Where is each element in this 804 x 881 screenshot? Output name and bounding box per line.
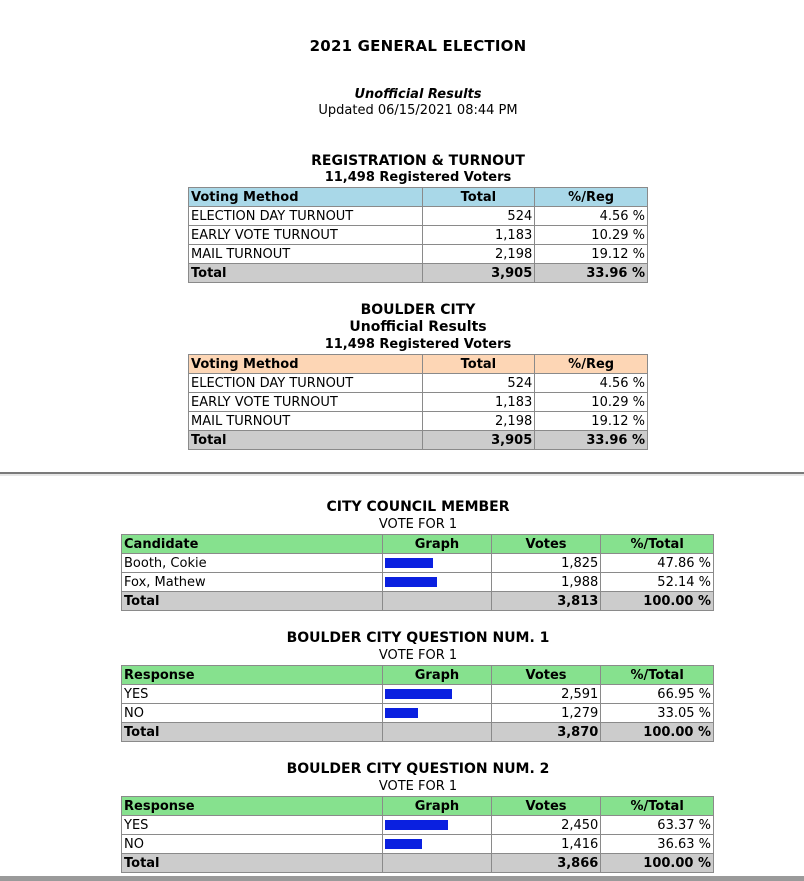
vote-share-bar: [385, 820, 448, 830]
table-row: [189, 207, 648, 226]
pct-cell: 4.56 %: [535, 374, 648, 393]
total-row: [189, 431, 648, 450]
registration-title: REGISTRATION & TURNOUT: [311, 153, 525, 169]
pct-cell: 100.00 %: [601, 592, 714, 611]
table-row: [122, 573, 714, 592]
pct-cell: 19.12 %: [535, 412, 648, 431]
pct-cell: 10.29 %: [535, 393, 648, 412]
table-row: [122, 554, 714, 573]
total-row: [122, 723, 714, 742]
total-row: [189, 264, 648, 283]
table-row: [189, 245, 648, 264]
vote-for-label: VOTE FOR 1: [378, 648, 458, 663]
column-header: %/Reg: [535, 355, 648, 374]
graph-cell: [383, 554, 492, 573]
votes-cell: 1,825: [491, 554, 601, 573]
pct-cell: 10.29 %: [535, 226, 648, 245]
column-header: Response: [122, 666, 383, 685]
choice-name: Booth, Cokie: [122, 554, 383, 573]
graph-cell: [383, 573, 492, 592]
vote-for-label: VOTE FOR 1: [378, 517, 458, 532]
column-header: Voting Method: [189, 188, 423, 207]
vote-share-bar: [385, 689, 452, 699]
table-row: [122, 835, 714, 854]
pct-cell: 19.12 %: [535, 245, 648, 264]
graph-cell: [383, 592, 492, 611]
method-cell: MAIL TURNOUT: [189, 412, 423, 431]
boulder-table: [188, 354, 648, 450]
total-label: Total: [122, 592, 383, 611]
pct-cell: 36.63 %: [601, 835, 714, 854]
column-header: Total: [422, 355, 535, 374]
section-divider-shadow: [0, 474, 804, 476]
votes-cell: 1,988: [491, 573, 601, 592]
votes-cell: 1,416: [491, 835, 601, 854]
contest-title: BOULDER CITY QUESTION NUM. 2: [286, 761, 550, 777]
total-cell: 524: [422, 207, 535, 226]
total-cell: 3,905: [422, 264, 535, 283]
pct-cell: 33.96 %: [535, 264, 648, 283]
total-label: Total: [189, 264, 423, 283]
table-row: [189, 374, 648, 393]
pct-cell: 4.56 %: [535, 207, 648, 226]
boulder-subtitle: Unofficial Results: [349, 319, 487, 335]
table-header-row: [122, 666, 714, 685]
method-cell: EARLY VOTE TURNOUT: [189, 393, 423, 412]
contest-table: [121, 665, 714, 742]
table-row: [189, 226, 648, 245]
total-label: Total: [122, 723, 383, 742]
votes-cell: 3,870: [491, 723, 601, 742]
total-row: [122, 592, 714, 611]
registration-table: [188, 187, 648, 283]
results-status: Unofficial Results: [354, 87, 482, 102]
votes-cell: 3,866: [491, 854, 601, 873]
column-header: %/Total: [601, 666, 714, 685]
graph-cell: [383, 704, 492, 723]
column-header: Candidate: [122, 535, 383, 554]
column-header: Graph: [383, 666, 492, 685]
column-header: Votes: [491, 535, 601, 554]
choice-name: YES: [122, 685, 383, 704]
method-cell: EARLY VOTE TURNOUT: [189, 226, 423, 245]
graph-cell: [383, 854, 492, 873]
pct-cell: 100.00 %: [601, 854, 714, 873]
graph-cell: [383, 723, 492, 742]
choice-name: NO: [122, 704, 383, 723]
vote-for-label: VOTE FOR 1: [378, 779, 458, 794]
graph-cell: [383, 835, 492, 854]
updated-timestamp: Updated 06/15/2021 08:44 PM: [318, 103, 518, 118]
table-header-row: [122, 797, 714, 816]
page-title: 2021 GENERAL ELECTION: [309, 37, 527, 55]
table-row: [122, 704, 714, 723]
column-header: Graph: [383, 535, 492, 554]
method-cell: ELECTION DAY TURNOUT: [189, 207, 423, 226]
total-cell: 3,905: [422, 431, 535, 450]
table-row: [189, 412, 648, 431]
contest-table: [121, 534, 714, 611]
pct-cell: 47.86 %: [601, 554, 714, 573]
choice-name: YES: [122, 816, 383, 835]
boulder-voters: 11,498 Registered Voters: [324, 337, 512, 352]
table-row: [189, 393, 648, 412]
table-header-row: [189, 188, 648, 207]
boulder-title: BOULDER CITY: [360, 302, 476, 318]
total-cell: 2,198: [422, 245, 535, 264]
vote-share-bar: [385, 558, 433, 568]
graph-cell: [383, 816, 492, 835]
pct-cell: 100.00 %: [601, 723, 714, 742]
total-cell: 524: [422, 374, 535, 393]
column-header: Graph: [383, 797, 492, 816]
column-header: Response: [122, 797, 383, 816]
pct-cell: 66.95 %: [601, 685, 714, 704]
total-cell: 2,198: [422, 412, 535, 431]
table-row: [122, 816, 714, 835]
total-label: Total: [189, 431, 423, 450]
choice-name: NO: [122, 835, 383, 854]
vote-share-bar: [385, 708, 418, 718]
pct-cell: 52.14 %: [601, 573, 714, 592]
column-header: %/Total: [601, 797, 714, 816]
column-header: Votes: [491, 666, 601, 685]
pct-cell: 33.96 %: [535, 431, 648, 450]
method-cell: MAIL TURNOUT: [189, 245, 423, 264]
column-header: %/Total: [601, 535, 714, 554]
choice-name: Fox, Mathew: [122, 573, 383, 592]
column-header: Total: [422, 188, 535, 207]
total-label: Total: [122, 854, 383, 873]
contest-title: CITY COUNCIL MEMBER: [326, 499, 510, 515]
total-cell: 1,183: [422, 393, 535, 412]
column-header: Votes: [491, 797, 601, 816]
contest-table: [121, 796, 714, 873]
votes-cell: 2,450: [491, 816, 601, 835]
votes-cell: 2,591: [491, 685, 601, 704]
bottom-edge: [0, 876, 804, 881]
vote-share-bar: [385, 839, 422, 849]
contest-title: BOULDER CITY QUESTION NUM. 1: [286, 630, 550, 646]
pct-cell: 33.05 %: [601, 704, 714, 723]
registration-voters: 11,498 Registered Voters: [324, 170, 512, 185]
graph-cell: [383, 685, 492, 704]
table-header-row: [122, 535, 714, 554]
table-header-row: [189, 355, 648, 374]
votes-cell: 3,813: [491, 592, 601, 611]
column-header: %/Reg: [535, 188, 648, 207]
table-row: [122, 685, 714, 704]
total-row: [122, 854, 714, 873]
votes-cell: 1,279: [491, 704, 601, 723]
vote-share-bar: [385, 577, 437, 587]
column-header: Voting Method: [189, 355, 423, 374]
pct-cell: 63.37 %: [601, 816, 714, 835]
method-cell: ELECTION DAY TURNOUT: [189, 374, 423, 393]
total-cell: 1,183: [422, 226, 535, 245]
